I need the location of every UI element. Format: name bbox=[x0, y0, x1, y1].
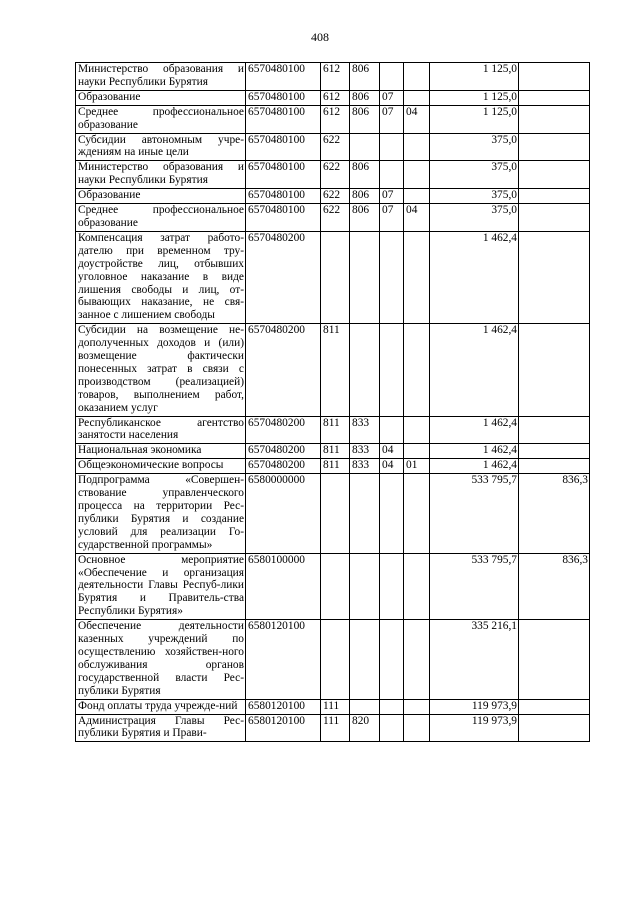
amount-cell: 1 462,4 bbox=[430, 324, 519, 416]
budget-table-body bbox=[76, 63, 590, 742]
subsection-code-cell bbox=[404, 474, 430, 553]
row-name-cell: Министерство образования и науки Республики Бурятия bbox=[76, 161, 246, 189]
subsection-code-cell bbox=[404, 324, 430, 416]
federal-amount-cell bbox=[519, 699, 590, 714]
section-code-cell bbox=[380, 231, 404, 323]
row-name-cell: Образование bbox=[76, 189, 246, 204]
subsection-code-cell bbox=[404, 161, 430, 189]
amount-cell: 375,0 bbox=[430, 204, 519, 232]
federal-amount-cell bbox=[519, 231, 590, 323]
federal-amount-cell bbox=[519, 620, 590, 699]
row-name-cell: Субсидии автономным учре-ждениям на иные цели bbox=[76, 133, 246, 161]
subsection-code-cell bbox=[404, 416, 430, 444]
target-article-code-cell: 6570480200 bbox=[246, 231, 321, 323]
subsection-code-cell bbox=[404, 189, 430, 204]
subsection-code-cell: 04 bbox=[404, 105, 430, 133]
target-article-code-cell: 6580120100 bbox=[246, 620, 321, 699]
expense-type-code-cell bbox=[321, 231, 350, 323]
expense-type-code-cell: 612 bbox=[321, 90, 350, 105]
subsection-code-cell: 01 bbox=[404, 459, 430, 474]
section-code-cell: 07 bbox=[380, 189, 404, 204]
ministry-code-cell bbox=[350, 699, 380, 714]
section-code-cell bbox=[380, 620, 404, 699]
federal-amount-cell bbox=[519, 204, 590, 232]
expense-type-code-cell: 622 bbox=[321, 133, 350, 161]
amount-cell: 1 125,0 bbox=[430, 63, 519, 91]
target-article-code-cell: 6580100000 bbox=[246, 553, 321, 620]
table-row bbox=[76, 189, 590, 204]
expense-type-code-cell: 622 bbox=[321, 161, 350, 189]
ministry-code-cell: 833 bbox=[350, 416, 380, 444]
row-name-cell: Администрация Главы Рес-публики Бурятия и Прави- bbox=[76, 714, 246, 742]
expense-type-code-cell: 811 bbox=[321, 324, 350, 416]
row-name-cell: Министерство образования и науки Республики Бурятия bbox=[76, 63, 246, 91]
target-article-code-cell: 6580000000 bbox=[246, 474, 321, 553]
amount-cell: 335 216,1 bbox=[430, 620, 519, 699]
page-number: 408 bbox=[311, 30, 329, 44]
amount-cell: 1 125,0 bbox=[430, 105, 519, 133]
table-row bbox=[76, 699, 590, 714]
ministry-code-cell bbox=[350, 324, 380, 416]
section-code-cell: 07 bbox=[380, 105, 404, 133]
target-article-code-cell: 6570480200 bbox=[246, 444, 321, 459]
table-row bbox=[76, 324, 590, 416]
subsection-code-cell bbox=[404, 699, 430, 714]
target-article-code-cell: 6570480200 bbox=[246, 416, 321, 444]
ministry-code-cell bbox=[350, 553, 380, 620]
target-article-code-cell: 6570480200 bbox=[246, 459, 321, 474]
section-code-cell bbox=[380, 474, 404, 553]
row-name-cell: Среднее профессиональное образование bbox=[76, 204, 246, 232]
row-name-cell: Среднее профессиональное образование bbox=[76, 105, 246, 133]
table-row bbox=[76, 416, 590, 444]
federal-amount-cell bbox=[519, 63, 590, 91]
federal-amount-cell: 836,3 bbox=[519, 553, 590, 620]
table-row bbox=[76, 161, 590, 189]
section-code-cell bbox=[380, 699, 404, 714]
section-code-cell bbox=[380, 133, 404, 161]
ministry-code-cell: 806 bbox=[350, 161, 380, 189]
target-article-code-cell: 6580120100 bbox=[246, 699, 321, 714]
subsection-code-cell bbox=[404, 553, 430, 620]
table-row bbox=[76, 204, 590, 232]
section-code-cell bbox=[380, 553, 404, 620]
federal-amount-cell bbox=[519, 161, 590, 189]
amount-cell: 1 462,4 bbox=[430, 459, 519, 474]
row-name-cell: Обеспечение деятельности казенных учреждений по осуществлению хозяйствен-ного обслуживания органов государственной власти Рес-публики Бурятия bbox=[76, 620, 246, 699]
row-name-cell: Субсидии на возмещение не-дополученных доходов и (или) возмещение фактически понесенных затрат в связи с производством (реализацией) товаров, выполнением работ, оказанием услуг bbox=[76, 324, 246, 416]
subsection-code-cell bbox=[404, 714, 430, 742]
federal-amount-cell bbox=[519, 416, 590, 444]
federal-amount-cell bbox=[519, 714, 590, 742]
budget-table bbox=[75, 62, 590, 742]
target-article-code-cell: 6580120100 bbox=[246, 714, 321, 742]
expense-type-code-cell: 612 bbox=[321, 105, 350, 133]
target-article-code-cell: 6570480200 bbox=[246, 324, 321, 416]
section-code-cell: 07 bbox=[380, 90, 404, 105]
target-article-code-cell: 6570480100 bbox=[246, 204, 321, 232]
row-name-cell: Основное мероприятие «Обеспечение и организация деятельности Главы Респуб-лики Бурятия и Правитель-ства Республики Бурятия» bbox=[76, 553, 246, 620]
ministry-code-cell: 806 bbox=[350, 204, 380, 232]
federal-amount-cell bbox=[519, 189, 590, 204]
amount-cell: 533 795,7 bbox=[430, 474, 519, 553]
subsection-code-cell bbox=[404, 231, 430, 323]
ministry-code-cell: 833 bbox=[350, 459, 380, 474]
target-article-code-cell: 6570480100 bbox=[246, 161, 321, 189]
target-article-code-cell: 6570480100 bbox=[246, 90, 321, 105]
section-code-cell bbox=[380, 161, 404, 189]
section-code-cell: 07 bbox=[380, 204, 404, 232]
row-name-cell: Республиканское агентство занятости населения bbox=[76, 416, 246, 444]
row-name-cell: Общеэкономические вопросы bbox=[76, 459, 246, 474]
section-code-cell bbox=[380, 324, 404, 416]
table-row bbox=[76, 133, 590, 161]
expense-type-code-cell bbox=[321, 620, 350, 699]
ministry-code-cell: 806 bbox=[350, 63, 380, 91]
ministry-code-cell: 833 bbox=[350, 444, 380, 459]
table-row bbox=[76, 63, 590, 91]
subsection-code-cell bbox=[404, 90, 430, 105]
federal-amount-cell bbox=[519, 459, 590, 474]
amount-cell: 375,0 bbox=[430, 161, 519, 189]
section-code-cell: 04 bbox=[380, 459, 404, 474]
ministry-code-cell: 806 bbox=[350, 90, 380, 105]
table-row bbox=[76, 459, 590, 474]
amount-cell: 1 462,4 bbox=[430, 416, 519, 444]
amount-cell: 375,0 bbox=[430, 133, 519, 161]
subsection-code-cell bbox=[404, 620, 430, 699]
target-article-code-cell: 6570480100 bbox=[246, 189, 321, 204]
target-article-code-cell: 6570480100 bbox=[246, 63, 321, 91]
subsection-code-cell bbox=[404, 133, 430, 161]
amount-cell: 1 462,4 bbox=[430, 444, 519, 459]
expense-type-code-cell: 811 bbox=[321, 416, 350, 444]
amount-cell: 119 973,9 bbox=[430, 699, 519, 714]
table-row bbox=[76, 105, 590, 133]
ministry-code-cell bbox=[350, 620, 380, 699]
table-row bbox=[76, 553, 590, 620]
amount-cell: 1 462,4 bbox=[430, 231, 519, 323]
expense-type-code-cell: 612 bbox=[321, 63, 350, 91]
ministry-code-cell: 806 bbox=[350, 105, 380, 133]
row-name-cell: Компенсация затрат работо-дателю при временном тру-доустройстве лиц, отбывших уголовное наказание в виде лишения свободы и лиц, от-бывающих наказание, не свя-занное с лишением свободы bbox=[76, 231, 246, 323]
subsection-code-cell bbox=[404, 63, 430, 91]
row-name-cell: Образование bbox=[76, 90, 246, 105]
federal-amount-cell: 836,3 bbox=[519, 474, 590, 553]
table-row bbox=[76, 474, 590, 553]
table-row bbox=[76, 444, 590, 459]
section-code-cell: 04 bbox=[380, 444, 404, 459]
section-code-cell bbox=[380, 416, 404, 444]
table-row bbox=[76, 714, 590, 742]
federal-amount-cell bbox=[519, 444, 590, 459]
expense-type-code-cell: 622 bbox=[321, 189, 350, 204]
subsection-code-cell bbox=[404, 444, 430, 459]
row-name-cell: Фонд оплаты труда учрежде-ний bbox=[76, 699, 246, 714]
subsection-code-cell: 04 bbox=[404, 204, 430, 232]
expense-type-code-cell: 811 bbox=[321, 444, 350, 459]
ministry-code-cell bbox=[350, 133, 380, 161]
federal-amount-cell bbox=[519, 90, 590, 105]
expense-type-code-cell bbox=[321, 553, 350, 620]
row-name-cell: Подпрограмма «Совершен-ствование управленческого процесса на территории Рес-публики Бурятия и создание условий для реализации Го-сударственной программы» bbox=[76, 474, 246, 553]
ministry-code-cell: 806 bbox=[350, 189, 380, 204]
expense-type-code-cell: 811 bbox=[321, 459, 350, 474]
federal-amount-cell bbox=[519, 105, 590, 133]
target-article-code-cell: 6570480100 bbox=[246, 133, 321, 161]
section-code-cell bbox=[380, 714, 404, 742]
amount-cell: 375,0 bbox=[430, 189, 519, 204]
target-article-code-cell: 6570480100 bbox=[246, 105, 321, 133]
federal-amount-cell bbox=[519, 324, 590, 416]
expense-type-code-cell: 622 bbox=[321, 204, 350, 232]
ministry-code-cell bbox=[350, 474, 380, 553]
section-code-cell bbox=[380, 63, 404, 91]
expense-type-code-cell bbox=[321, 474, 350, 553]
amount-cell: 119 973,9 bbox=[430, 714, 519, 742]
expense-type-code-cell: 111 bbox=[321, 714, 350, 742]
federal-amount-cell bbox=[519, 133, 590, 161]
ministry-code-cell bbox=[350, 231, 380, 323]
table-row bbox=[76, 90, 590, 105]
expense-type-code-cell: 111 bbox=[321, 699, 350, 714]
table-row bbox=[76, 231, 590, 323]
table-row bbox=[76, 620, 590, 699]
row-name-cell: Национальная экономика bbox=[76, 444, 246, 459]
amount-cell: 533 795,7 bbox=[430, 553, 519, 620]
ministry-code-cell: 820 bbox=[350, 714, 380, 742]
amount-cell: 1 125,0 bbox=[430, 90, 519, 105]
